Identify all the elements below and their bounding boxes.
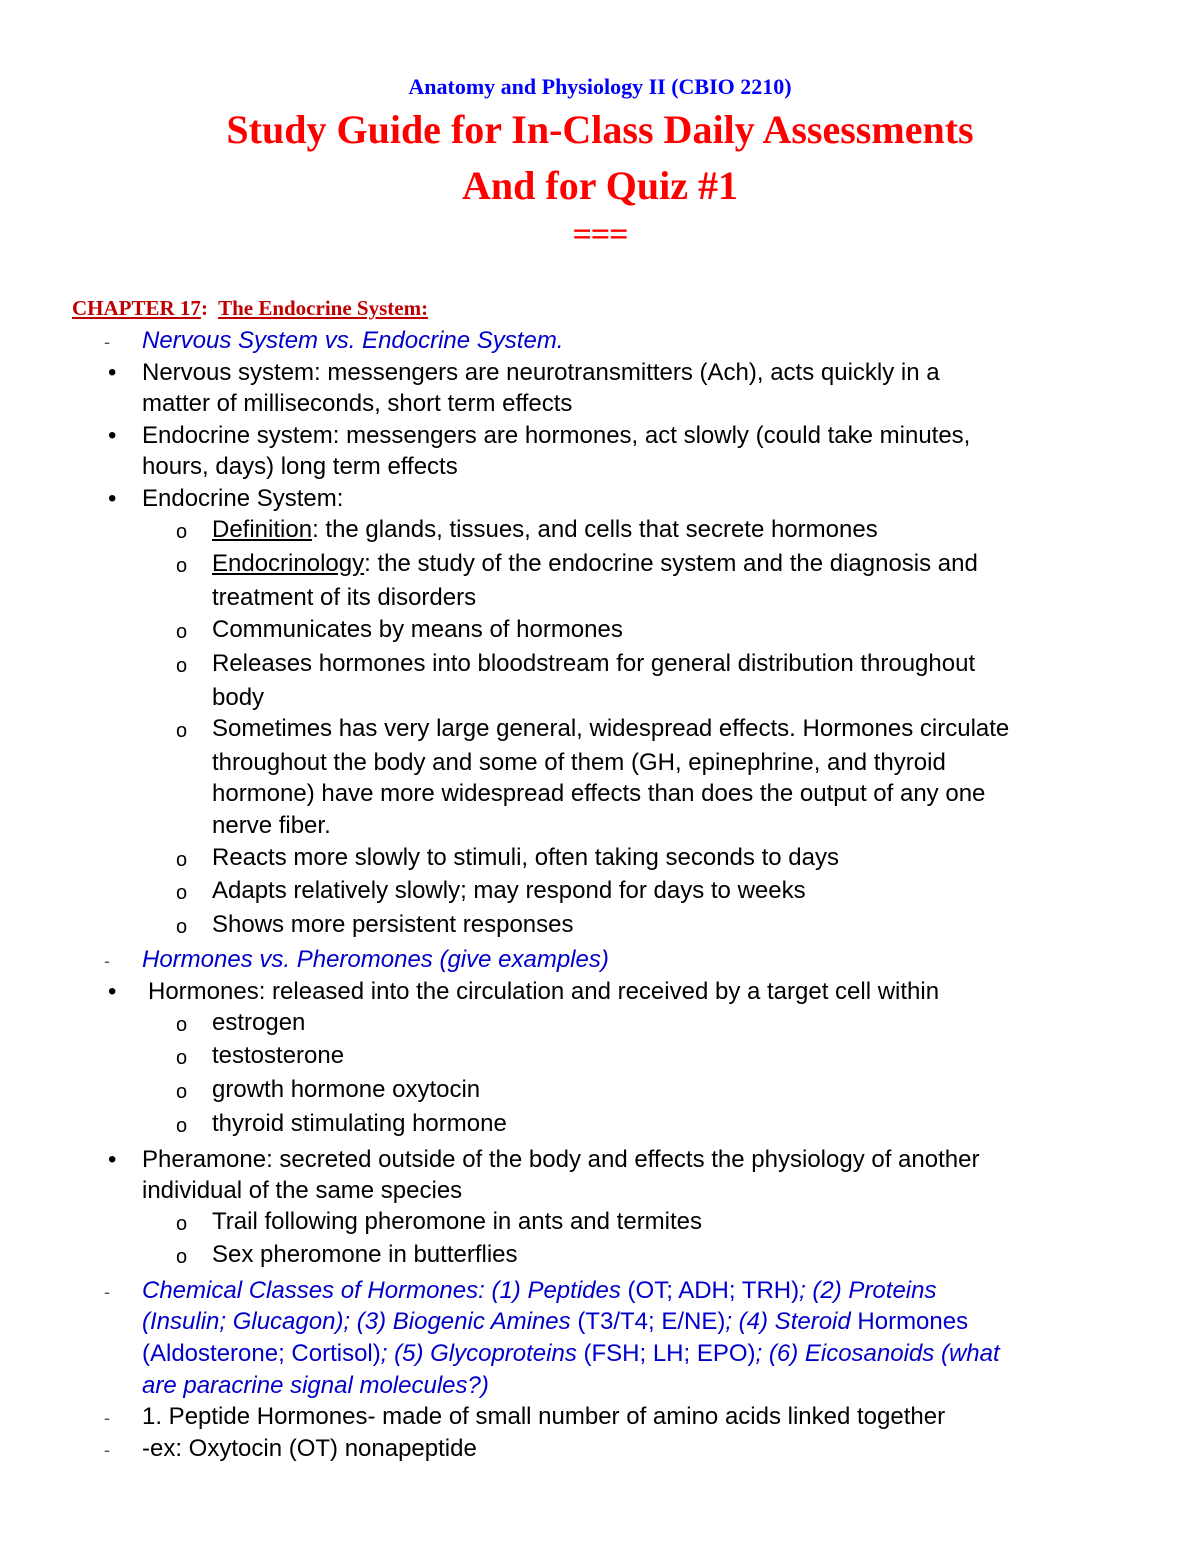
quiz-title: And for Quiz #1 [462, 163, 738, 208]
circle-marker: o [176, 916, 188, 938]
dash-marker: - [104, 951, 110, 971]
bullet-marker: • [108, 978, 117, 1005]
text-run: ; (5) Glycoproteins [380, 1340, 584, 1367]
chapter-name: The Endocrine System: [218, 296, 429, 320]
sub-list-item: Sex pheromone in butterflies [212, 1241, 518, 1268]
sub-list-item [212, 549, 978, 579]
list-item-continuation: hours, days) long term effects [142, 453, 458, 480]
sub-list-item: growth hormone oxytocin [212, 1076, 481, 1103]
list-item-continuation: matter of milliseconds, short term effects [142, 390, 573, 417]
list-item: Endocrine system: messengers are hormones, act slowly (could take minutes, [142, 422, 971, 449]
list-item-continuation: individual of the same species [142, 1177, 463, 1204]
sub-list-item [212, 515, 878, 545]
text-run: (Insulin; Glucagon); (3) Biogenic Amines [142, 1308, 578, 1335]
dash-marker: - [104, 1440, 110, 1460]
sub-list-continuation: treatment of its disorders [212, 584, 477, 611]
bullet-marker: • [108, 422, 117, 449]
circle-marker: o [176, 1246, 188, 1268]
circle-marker: o [176, 1081, 188, 1103]
text-run: (FSH; LH; EPO) [583, 1340, 756, 1367]
course-title: Anatomy and Physiology II (CBIO 2210) [408, 74, 792, 99]
chapter-label: CHAPTER 17 [72, 296, 201, 320]
dash-marker: - [104, 332, 110, 352]
term-definition: Definition [212, 516, 313, 543]
peptide-hormones-line: 1. Peptide Hormones- made of small number of amino acids linked together [142, 1403, 946, 1430]
text-run: (Aldosterone; Cortisol) [142, 1340, 381, 1367]
sub-list-item: Shows more persistent responses [212, 911, 574, 938]
circle-marker: o [176, 882, 188, 904]
sub-list-text: : the glands, tissues, and cells that secrete hormones [312, 516, 878, 543]
circle-marker: o [176, 1115, 188, 1137]
sub-list-item: Releases hormones into bloodstream for general distribution throughout [212, 650, 976, 677]
list-item: Nervous system: messengers are neurotransmitters (Ach), acts quickly in a [142, 359, 940, 386]
chemical-classes-line: are paracrine signal molecules?) [142, 1372, 489, 1399]
list-item: Endocrine System: [142, 485, 344, 512]
section-heading-hormones-vs-pheromones: Hormones vs. Pheromones (give examples) [142, 946, 609, 973]
sub-list-item: Communicates by means of hormones [212, 616, 623, 643]
dash-marker: - [104, 1408, 110, 1428]
circle-marker: o [176, 1047, 188, 1069]
chapter-heading [72, 296, 428, 321]
section-heading-nervous-vs-endocrine: Nervous System vs. Endocrine System. [142, 327, 564, 354]
text-run: (T3/T4; E/NE) [577, 1308, 726, 1335]
chemical-classes-line [142, 1339, 1000, 1369]
sub-list-text: : the study of the endocrine system and the diagnosis and [364, 550, 978, 577]
sub-list-continuation: throughout the body and some of them (GH, epinephrine, and thyroid [212, 749, 946, 776]
sub-list-item: Trail following pheromone in ants and termites [212, 1208, 703, 1235]
sub-list-continuation: body [212, 684, 265, 711]
sub-list-item: Sometimes has very large general, widespread effects. Hormones circulate [212, 715, 1010, 742]
dash-marker: - [104, 1282, 110, 1302]
sub-list-continuation: nerve fiber. [212, 812, 331, 839]
list-item: Hormones: released into the circulation and received by a target cell within [148, 978, 940, 1005]
chemical-classes-line [142, 1307, 968, 1337]
text-run: (OT; ADH; TRH) [627, 1277, 800, 1304]
text-run: ; (6) Eicosanoids (what [755, 1340, 1000, 1367]
text-run: Hormones [857, 1308, 969, 1335]
term-endocrinology: Endocrinology [212, 550, 365, 577]
sub-list-item: estrogen [212, 1009, 306, 1036]
text-run: Chemical Classes of Hormones: (1) Peptides [142, 1277, 628, 1304]
text-run: ; (2) Proteins [799, 1277, 937, 1304]
list-item: Pheramone: secreted outside of the body and effects the physiology of another [142, 1146, 980, 1173]
sub-list-item: testosterone [212, 1042, 345, 1069]
bullet-marker: • [108, 359, 117, 386]
chemical-classes-line [142, 1276, 936, 1306]
circle-marker: o [176, 621, 188, 643]
circle-marker: o [176, 1213, 188, 1235]
study-guide-title: Study Guide for In-Class Daily Assessments [226, 107, 974, 152]
text-run: ; (4) Steroid [725, 1308, 858, 1335]
title-separator: === [572, 216, 628, 253]
bullet-marker: • [108, 485, 117, 512]
circle-marker: o [176, 521, 188, 543]
circle-marker: o [176, 849, 188, 871]
bullet-marker: • [108, 1146, 117, 1173]
circle-marker: o [176, 1014, 188, 1036]
chapter-colon: : [200, 296, 208, 320]
circle-marker: o [176, 720, 188, 742]
sub-list-item: thyroid stimulating hormone [212, 1110, 507, 1137]
circle-marker: o [176, 555, 188, 577]
circle-marker: o [176, 655, 188, 677]
sub-list-item: Reacts more slowly to stimuli, often taking seconds to days [212, 844, 839, 871]
sub-list-continuation: hormone) have more widespread effects than does the output of any one [212, 780, 986, 807]
sub-list-item: Adapts relatively slowly; may respond for days to weeks [212, 877, 806, 904]
oxytocin-example-line: -ex: Oxytocin (OT) nonapeptide [142, 1435, 477, 1462]
